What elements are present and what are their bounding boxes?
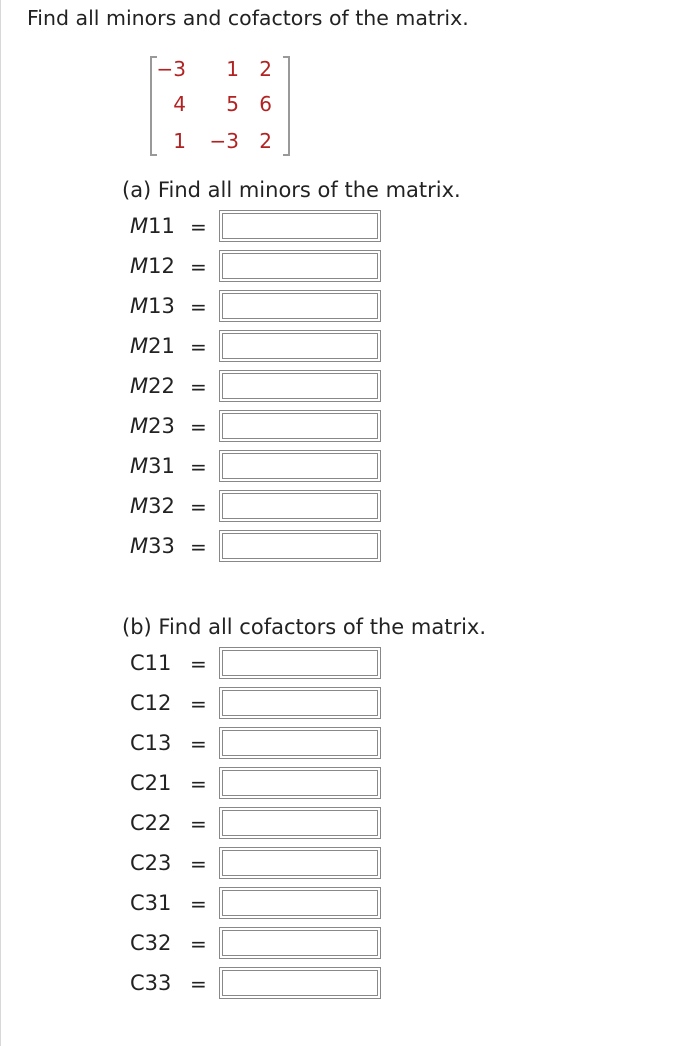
minor-label-31: M31 [130, 454, 175, 478]
matrix-cell-1-2: 1 [226, 57, 239, 81]
matrix-cell-3-2: −3 [209, 129, 239, 153]
equals-sign: = [190, 892, 207, 916]
minor-input-33[interactable] [219, 530, 381, 562]
left-border [0, 0, 1, 1046]
cofactor-label-33: C33 [130, 971, 172, 995]
minor-label-22: M22 [130, 374, 175, 398]
minor-input-32[interactable] [219, 490, 381, 522]
equals-sign: = [190, 772, 207, 796]
equals-sign: = [190, 455, 207, 479]
cofactor-label-31: C31 [130, 891, 172, 915]
part-b-heading: (b) Find all cofactors of the matrix. [122, 615, 487, 639]
minor-input-31[interactable] [219, 450, 381, 482]
cofactor-input-33[interactable] [219, 967, 381, 999]
minor-label-23: M23 [130, 414, 175, 438]
cofactor-label-13: C13 [130, 731, 172, 755]
matrix-cell-3-1: 1 [173, 129, 186, 153]
minor-label-32: M32 [130, 494, 175, 518]
problem-title: Find all minors and cofactors of the matrix. [27, 6, 469, 30]
cofactor-label-12: C12 [130, 691, 172, 715]
cofactor-label-32: C32 [130, 931, 172, 955]
cofactor-label-11: C11 [130, 651, 172, 675]
cofactor-label-21: C21 [130, 771, 172, 795]
equals-sign: = [190, 255, 207, 279]
equals-sign: = [190, 692, 207, 716]
equals-sign: = [190, 732, 207, 756]
minor-label-13: M13 [130, 294, 175, 318]
equals-sign: = [190, 812, 207, 836]
minor-label-33: M33 [130, 534, 175, 558]
matrix-cell-3-3: 2 [259, 129, 272, 153]
cofactor-input-12[interactable] [219, 687, 381, 719]
equals-sign: = [190, 495, 207, 519]
equals-sign: = [190, 932, 207, 956]
minor-input-12[interactable] [219, 250, 381, 282]
equals-sign: = [190, 375, 207, 399]
minor-input-22[interactable] [219, 370, 381, 402]
equals-sign: = [190, 335, 207, 359]
minor-input-21[interactable] [219, 330, 381, 362]
cofactor-input-21[interactable] [219, 767, 381, 799]
cofactor-input-32[interactable] [219, 927, 381, 959]
equals-sign: = [190, 972, 207, 996]
equals-sign: = [190, 295, 207, 319]
part-a-heading: (a) Find all minors of the matrix. [122, 178, 461, 202]
minor-input-13[interactable] [219, 290, 381, 322]
minor-input-11[interactable] [219, 210, 381, 242]
equals-sign: = [190, 415, 207, 439]
cofactor-input-23[interactable] [219, 847, 381, 879]
minor-label-12: M12 [130, 254, 175, 278]
equals-sign: = [190, 215, 207, 239]
cofactor-label-23: C23 [130, 851, 172, 875]
matrix-cell-1-1: −3 [156, 57, 186, 81]
cofactor-input-31[interactable] [219, 887, 381, 919]
cofactor-input-13[interactable] [219, 727, 381, 759]
minor-label-11: M11 [130, 214, 175, 238]
minor-label-21: M21 [130, 334, 175, 358]
equals-sign: = [190, 535, 207, 559]
cofactor-label-22: C22 [130, 811, 172, 835]
matrix [150, 54, 290, 154]
equals-sign: = [190, 852, 207, 876]
matrix-cell-2-1: 4 [173, 92, 186, 116]
cofactor-input-22[interactable] [219, 807, 381, 839]
matrix-cell-2-2: 5 [226, 92, 239, 116]
cofactor-input-11[interactable] [219, 647, 381, 679]
equals-sign: = [190, 652, 207, 676]
matrix-right-bracket [283, 56, 290, 156]
matrix-cell-1-3: 2 [259, 57, 272, 81]
matrix-cell-2-3: 6 [259, 92, 272, 116]
minor-input-23[interactable] [219, 410, 381, 442]
